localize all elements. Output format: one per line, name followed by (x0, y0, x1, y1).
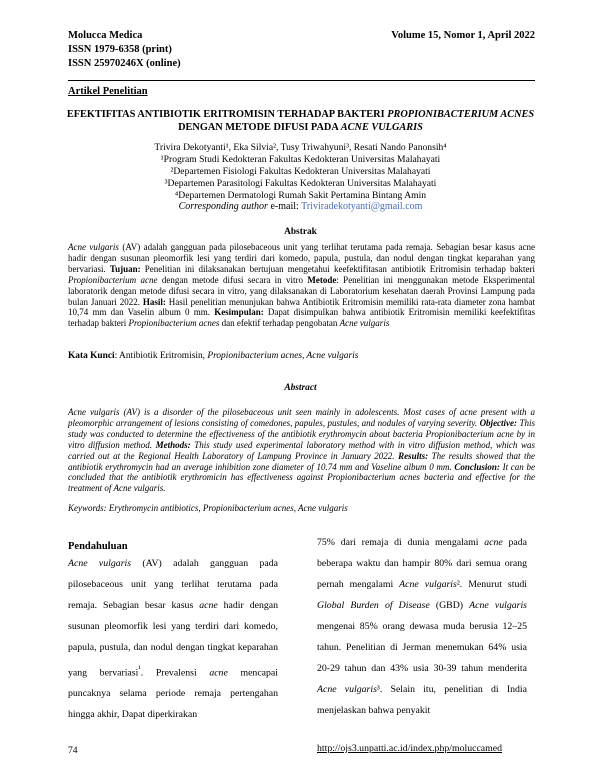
keywords: Keywords: Erythromycin antibiotics, Propionibacterium acnes, Acne vulgaris (68, 503, 348, 513)
affiliation-2: ²Departemen Fisiologi Fakultas Kedokteran Universitas Malahayati (170, 166, 431, 177)
authors: Trivira Dekotyanti¹, Eka Silvia², Tusy Triwahyuni³, Resati Nando Panonsih⁴ (154, 142, 447, 153)
abstrak-heading: Abstrak (284, 227, 317, 237)
journal-name: Molucca Medica (68, 30, 143, 41)
issn-print: ISSN 1979-6358 (print) (68, 44, 172, 55)
journal-url-link[interactable]: http://ojs3.unpatti.ac.id/index.php/moluccamed (317, 743, 503, 754)
abstrak-text: Acne vulgaris (AV) adalah gangguan pada pilosebaceous unit yang terlihat terutama pada remaja. Sebagian besar kasus acne hadir dengan susunan pleomorfik lesi yang terdiri dari komedo, papula, pustula, dan nodul dengan tingkat keparahan yang bervariasi. Tujuan: Penelitian ini dilaksanakan bertujuan mengetahui keefektifitasan antibiotik Eritromisin terhadap bakteri Propionibacterium acne dengan metode difusi secara in vitro Metode: Penelitian ini menggunakan metode Eksperimental laboratorik dengan metode difusi secara in vitro, yang dilaksanakan di Laboratorium kesehatan daerah Provinsi Lampung pada bulan Januari 2022. Hasil: Hasil penelitian menunjukan bahwa Antibiotik Eritromisin memiliki rata-rata diameter zona hambat 10,74 mm dan Vaselin album 0 mm. Kesimpulan: Dapat disimpulkan bahwa antibiotik Eritromisin memiliki keefektifitas terhadap bakteri Propionibacterium acnes dan efektif terhadap pengobatan Acne vulgaris (68, 242, 536, 329)
article-title: EFEKTIFITAS ANTIBIOTIK ERITROMISIN TERHADAP BAKTERI PROPIONIBACTERIUM ACNES DENGAN METODE DIFUSI PADA ACNE VULGARIS (66, 109, 535, 133)
affiliation-4: ⁴Departemen Dermatologi Rumah Sakit Pertamina Bintang Amin (174, 190, 427, 201)
page-number: 74 (68, 745, 78, 756)
affiliation-3: ³Departemen Parasitologi Fakultas Kedokteran Universitas Malahayati (164, 178, 437, 189)
abstract-text: Acne vulgaris (AV) is a disorder of the pilosebaceous unit seen mainly in adolescents. Most cases of acne present with a pleomorphic arrangement of lesions consisting of comedones, papules, pustules, and nodules of varying severity. Objective: This study was conducted to determine the effectiveness of the antibiotik erythromycin about bacteria Propionibacterium acne by in vitro diffusion method. Methods: This study used experimental laboratory method with in vitro diffusion method, which was carried out at the Regional Health Laboratory of Lampung Province in January 2022. Results: The results showed that the antibiotik erythromycin had an average inhibition zone diameter of 10.74 mm and Vaseline album 0 mm. Conclusion: It can be concluded that the antibiotik erythromicin has effectiveness against Propionibacterium acnes bacteria and effective for the treatment of Acne vulgaris. (68, 407, 535, 494)
corresponding-author: Corresponding author e-mail: Triviradekotyanti@gmail.com (178, 201, 423, 212)
article-type: Artikel Penelitian (68, 86, 148, 97)
abstract-heading: Abstract (284, 383, 317, 393)
header-rule (68, 80, 535, 81)
issn-online: ISSN 25970246X (online) (68, 58, 181, 69)
section-title: Pendahuluan (68, 541, 128, 552)
body-left-column: Acne vulgaris (AV) adalah gangguan pada pilosebaceous unit yang terlihat terutama pada remaja. Sebagian besar kasus acne hadir dengan susunan pleomorfik lesi yang terdiri dari komedo, papula, pustula, dan nodul dengan tingkat keparahan yang bervariasi$^{^1}$. Prevalensi acne mencapai puncaknya selama periode remaja pertengahan hingga akhir, Dapat diperkirakan (68, 558, 278, 721)
body-right-column: 75% dari remaja di dunia mengalami acne pada beberapa waktu dan hampir 80% dari semua orang pernah mengalami Acne vulgaris². Menurut studi Global Burden of Disease (GBD) Acne vulgaris mengenai 85% orang dewasa muda berusia 12–25 tahun. Penelitian di Jerman menemukan 64% usia 20-29 tahun dan 43% usia 30-39 tahun menderita Acne vulgaris³. Selain itu, penelitian di India menjelaskan bahwa penyakit (317, 537, 527, 716)
kata-kunci: Kata Kunci: Antibiotik Eritromisin, Propionibacterium acnes, Acne vulgaris (68, 351, 359, 361)
email-link[interactable]: Triviradekotyanti@gmail.com (301, 201, 423, 212)
affiliation-1: ¹Program Studi Kedokteran Fakultas Kedokteran Universitas Malahayati (160, 154, 441, 165)
volume-info: Volume 15, Nomor 1, April 2022 (391, 30, 535, 41)
